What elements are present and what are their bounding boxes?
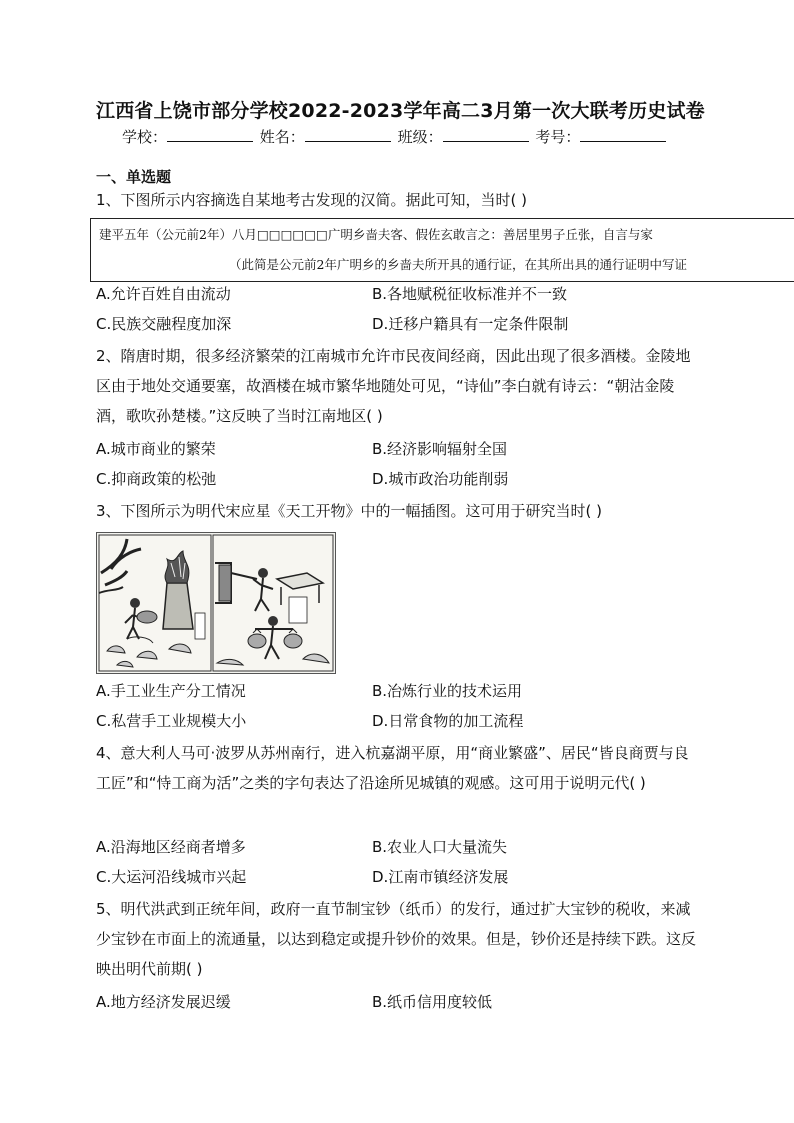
tiangong-kaiwu-illustration	[96, 532, 336, 674]
q4-option-d[interactable]: D.江南市镇经济发展	[372, 868, 509, 886]
quote-note: （此简是公元前2年广明乡的乡啬夫所开具的通行证，在其所出具的通行证明中写证	[229, 257, 687, 272]
q1-option-d[interactable]: D.迁移户籍具有一定条件限制	[372, 315, 569, 333]
woodblock-illustration	[97, 533, 335, 673]
class-blank[interactable]	[443, 127, 529, 142]
q2-option-c[interactable]: C.抑商政策的松弛	[96, 470, 217, 488]
section-heading: 一、单选题	[96, 168, 172, 186]
q1-option-c[interactable]: C.民族交融程度加深	[96, 315, 232, 333]
school-blank[interactable]	[167, 127, 253, 142]
student-info-row	[122, 126, 668, 147]
question-2-stem: 2、隋唐时期，很多经济繁荣的江南城市允许市民夜间经商，因此出现了很多酒楼。金陵地区由于地处交通要塞，故酒楼在城市繁华地随处可见，“诗仙”李白就有诗云：“朝沽金陵酒，歌吹孙楚楼。”这反映了当时江南地区( )	[96, 347, 691, 425]
q4-option-c[interactable]: C.大运河沿线城市兴起	[96, 868, 247, 886]
school-label: 学校：	[122, 128, 168, 146]
exam-title: 江西省上饶市部分学校2022-2023学年高二3月第一次大联考历史试卷	[96, 100, 705, 122]
question-4-stem: 4、意大利人马可·波罗从苏州南行，进入杭嘉湖平原，用“商业繁盛”、居民“皆良商贾与良工匠”和“恃工商为活”之类的字句表达了沿途所见城镇的观感。这可用于说明元代( )	[96, 744, 689, 792]
question-5-stem: 5、明代洪武到正统年间，政府一直节制宝钞（纸币）的发行，通过扩大宝钞的税收，来减少宝钞在市面上的流通量，以达到稳定或提升钞价的效果。但是，钞价还是持续下跌。这反映出明代前期( )	[96, 900, 697, 978]
q2-option-a[interactable]: A.城市商业的繁荣	[96, 440, 216, 458]
question-3-stem: 3、下图所示为明代宋应星《天工开物》中的一幅插图。这可用于研究当时( )	[96, 502, 603, 520]
q2-option-b[interactable]: B.经济影响辐射全国	[372, 440, 508, 458]
q3-option-a[interactable]: A.手工业生产分工情况	[96, 682, 246, 700]
q4-option-a[interactable]: A.沿海地区经商者增多	[96, 838, 246, 856]
q4-option-b[interactable]: B.农业人口大量流失	[372, 838, 508, 856]
q1-option-b[interactable]: B.各地赋税征收标准并不一致	[372, 285, 568, 303]
quote-line: 建平五年（公元前2年）八月□□□□□□广明乡啬夫客、假佐玄敢言之：善居里男子丘张，自言与家	[99, 227, 653, 242]
q5-option-b[interactable]: B.纸币信用度较低	[372, 993, 493, 1011]
class-label: 班级：	[397, 128, 443, 146]
exam-number-blank[interactable]	[580, 127, 666, 142]
q3-option-d[interactable]: D.日常食物的加工流程	[372, 712, 524, 730]
q5-option-a[interactable]: A.地方经济发展迟缓	[96, 993, 231, 1011]
name-label: 姓名：	[259, 128, 305, 146]
han-slip-quote-box	[90, 218, 794, 282]
question-1-stem: 1、下图所示内容摘选自某地考古发现的汉简。据此可知，当时( )	[96, 191, 528, 209]
q3-option-b[interactable]: B.冶炼行业的技术运用	[372, 682, 523, 700]
q2-option-d[interactable]: D.城市政治功能削弱	[372, 470, 509, 488]
exam-number-label: 考号：	[535, 128, 581, 146]
name-blank[interactable]	[305, 127, 391, 142]
q3-option-c[interactable]: C.私营手工业规模大小	[96, 712, 247, 730]
q1-option-a[interactable]: A.允许百姓自由流动	[96, 285, 231, 303]
